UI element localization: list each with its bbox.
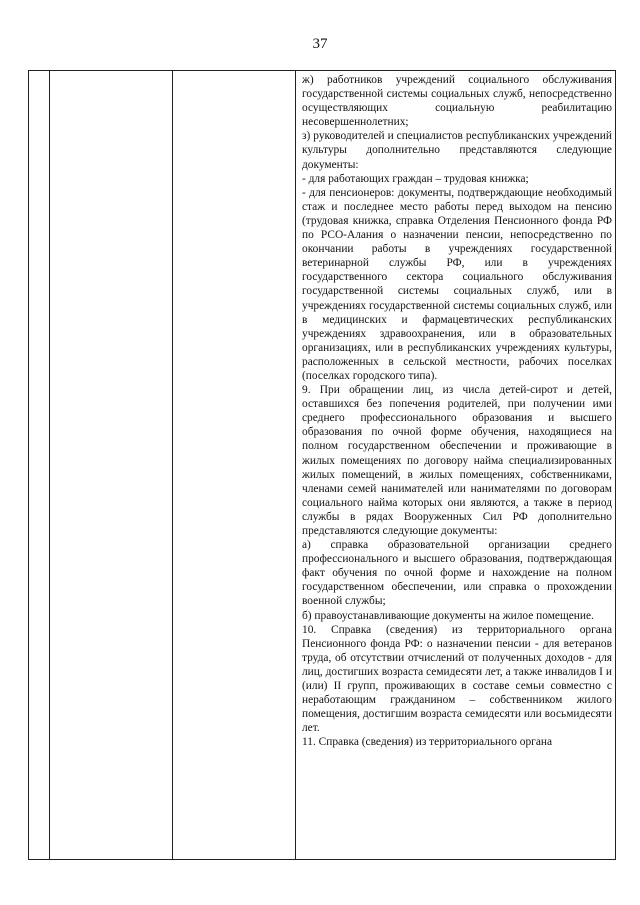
column-divider: [49, 71, 50, 859]
paragraph-z: з) руководителей и специалистов республиканских учреждений культуры дополнительно представляются следующие документы:: [302, 130, 612, 171]
column-divider: [172, 71, 173, 859]
column-divider: [295, 71, 296, 859]
document-table: [28, 70, 616, 860]
paragraph-9b: б) правоустанавливающие документы на жилое помещение.: [302, 609, 594, 622]
paragraph-9a: а) справка образовательной организации среднего профессионального и высшего образования, подтверждающая факт обучения по очной форме и нахождение на полном государственном обеспечении, или справка о прохождении военной службы;: [302, 539, 612, 608]
page-number: 37: [312, 36, 328, 52]
paragraph-pensioners: - для пенсионеров: документы, подтверждающие необходимый стаж и последнее место работы перед выходом на пенсию (трудовая книжка, справка Отделения Пенсионного фонда РФ по РСО-Алания о назначении пенсии, непосредственно по окончании работы в учреждениях государственной ветеринарной службы РФ, или в учреждениях государственного сектора социального обслуживания государственной системы социальных служб, или в учреждениях государственной системы социальных служб, или в медицинских и фармацевтических республиканских учреждениях здравоохранения, или в образовательных организациях, или в республиканских учреждениях культуры, расположенных в сельской местности, рабочих поселках (поселках городского типа).: [302, 186, 612, 382]
paragraph-zh: ж) работников учреждений социального обслуживания государственной системы социальных служб, непосредственно осуществляющих социальную реабилитацию несовершеннолетних;: [302, 74, 612, 129]
paragraph-10: 10. Справка (сведения) из территориального органа Пенсионного фонда РФ: о назначении пенсии - для ветеранов труда, об отсутствии отчислений от полученных доходов - для лиц, достигших возраста семидесяти лет, а также инвалидов I и (или) II групп, проживающих в составе семьи совместно с неработающим гражданином – собственником жилого помещения, достигшим возраста семидесяти или восьмидесяти лет.: [302, 623, 612, 735]
requirements-text-cell: [302, 73, 612, 859]
paragraph-11: 11. Справка (сведения) из территориального органа: [302, 736, 553, 749]
paragraph-working-citizens: - для работающих граждан – трудовая книжка;: [302, 172, 529, 185]
paragraph-9: 9. При обращении лиц, из числа детей-сирот и детей, оставшихся без попечения родителей, при получении ими среднего профессионального образования и высшего образования по очной форме обучения, находящиеся на полном государственном обеспечении и проживающие в жилых помещениях по договору найма специализированных жилых помещений, в жилых помещениях, собственниками, членами семей нанимателей или нанимателями по договорам социального найма которых они являются, а также в период службы в рядах Вооруженных Сил РФ дополнительно представляются следующие документы:: [302, 384, 612, 537]
